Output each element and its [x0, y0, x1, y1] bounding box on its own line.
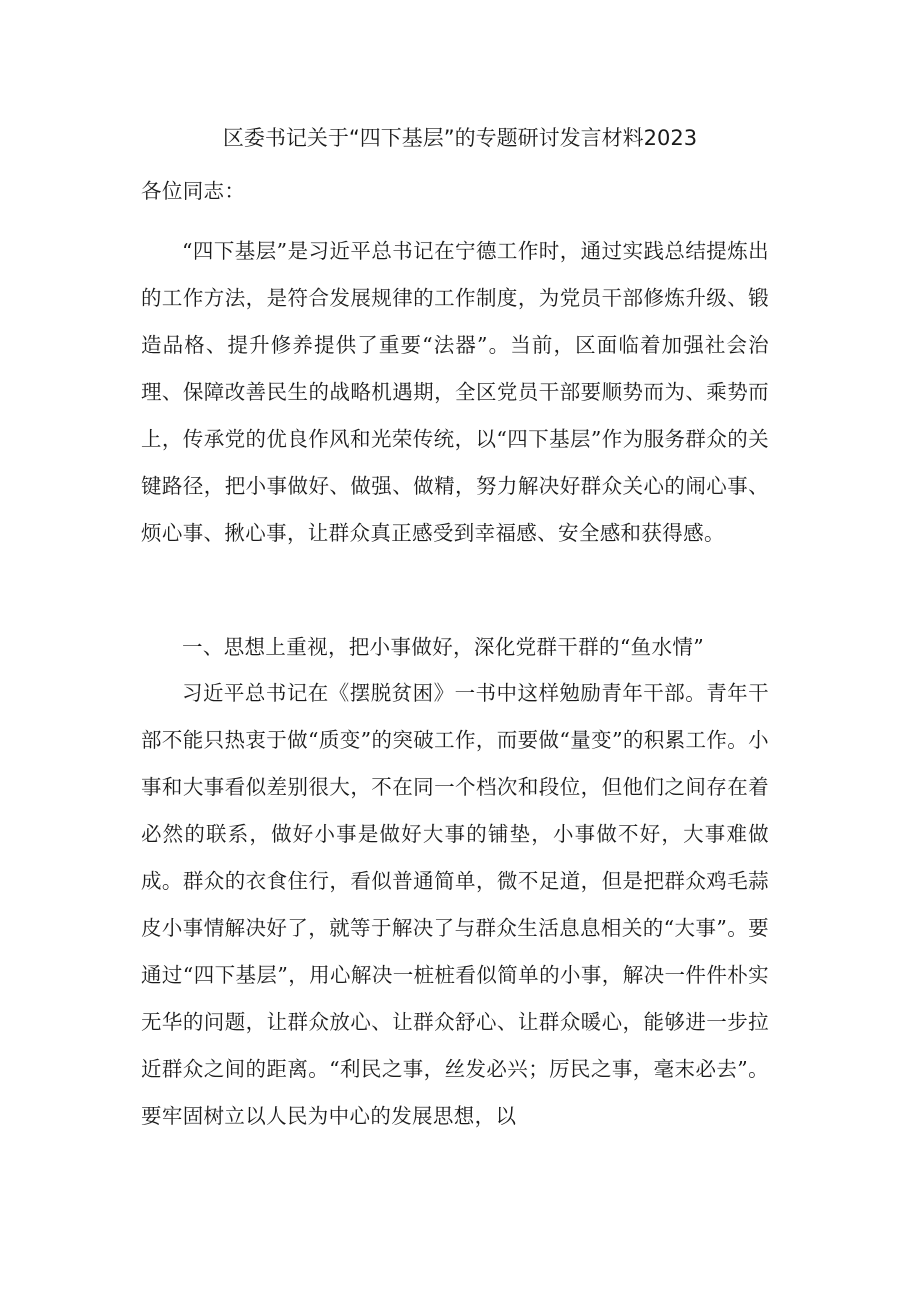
- salutation: 各位同志：: [141, 179, 246, 203]
- section-heading: 一、思想上重视，把小事做好，深化党群干群的“鱼水情”: [182, 635, 705, 659]
- intro-paragraph: “四下基层”是习近平总书记在宁德工作时，通过实践总结提炼出的工作方法，是符合发展规律的工作制度，为党员干部修炼升级、锻造品格、提升修养提供了重要“法器”。当前，区面临着加强社会治理、保障改善民生的战略机遇期，全区党员干部要顺势而为、乘势而上，传承党的优良作风和光荣传统，以“四下基层”作为服务群众的关键路径，把小事做好、做强、做精，努力解决好群众关心的闹心事、烦心事、揪心事，让群众真正感受到幸福感、安全感和获得感。: [141, 239, 769, 545]
- document-title: 区委书记关于“四下基层”的专题研讨发言材料2023: [222, 126, 698, 150]
- section-paragraph: 习近平总书记在《摆脱贫困》一书中这样勉励青年干部。青年干部不能只热衷于做“质变”的突破工作，而要做“量变”的积累工作。小事和大事看似差别很大，不在同一个档次和段位，但他们之间存在着必然的联系，做好小事是做好大事的铺垫，小事做不好，大事难做成。群众的衣食住行，看似普通简单，微不足道，但是把群众鸡毛蒜皮小事情解决好了，就等于解决了与群众生活息息相关的“大事”。要通过“四下基层”，用心解决一桩桩看似简单的小事，解决一件件朴实无华的问题，让群众放心、让群众舒心、让群众暖心，能够进一步拉近群众之间的距离。“利民之事，丝发必兴；厉民之事，毫末必去”。要牢固树立以人民为中心的发展思想，以: [141, 681, 769, 1128]
